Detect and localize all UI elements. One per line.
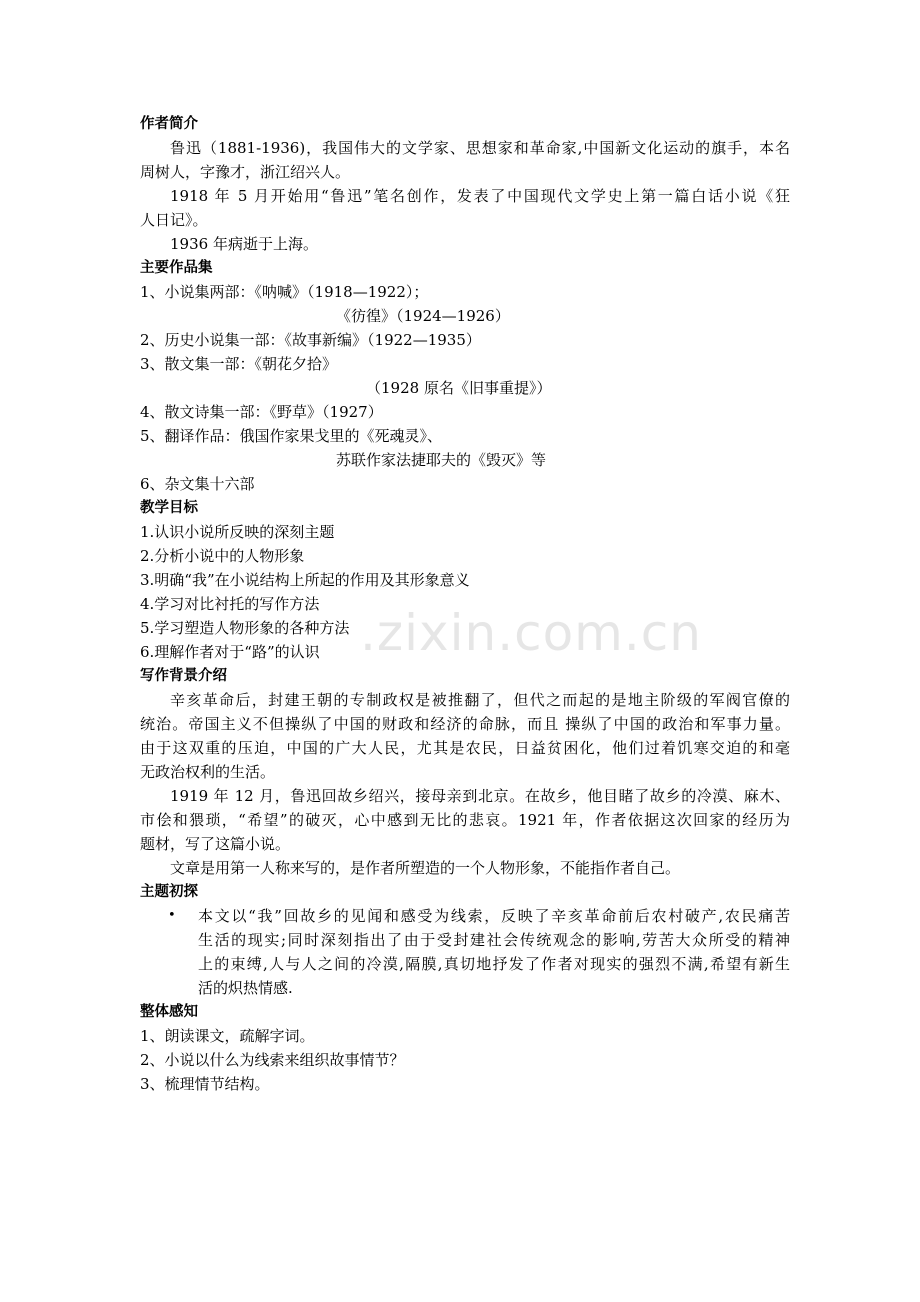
overall-q2: 2、小说以什么为线索来组织故事情节？ [140, 1051, 405, 1069]
document-page [140, 112, 790, 1096]
heading-overall: 整体感知 [140, 1004, 198, 1020]
background-p1-line1: 辛亥革命后，封建王朝的专制政权是被推翻了，但代之而起的是地主阶级的军阀官僚的 [170, 691, 790, 709]
author-p1-line2: 周树人，字豫才，浙江绍兴人。 [140, 163, 351, 181]
goal-6: 6.理解作者对于“路”的认识 [140, 643, 320, 661]
overall-q3: 3、梳理情节结构。 [140, 1075, 270, 1093]
author-p2-line1: 1918 年 5 月开始用“鲁迅”笔名创作，发表了中国现代文学史上第一篇白话小说《狂 [170, 187, 790, 205]
watermark: .zixin.com.cn [360, 604, 702, 662]
author-p3: 1936 年病逝于上海。 [170, 235, 318, 253]
theme-line-2: 生活的现实;同时深刻指出了由于受封建社会传统观念的影响,劳苦大众所受的精神 [198, 931, 790, 949]
works-item-1: 1、小说集两部：《呐喊》（1918—1922）； [140, 283, 429, 301]
works-item-6: 6、杂文集十六部 [140, 475, 255, 493]
goal-5: 5.学习塑造人物形象的各种方法 [140, 619, 350, 637]
works-item-3-cont: （1928 原名《旧事重提》） [366, 379, 552, 397]
heading-goals: 教学目标 [140, 500, 198, 516]
heading-author: 作者简介 [140, 116, 198, 132]
background-p1-line3: 由于这双重的压迫，中国的广大人民，尤其是农民，日益贫困化，他们过着饥寒交迫的和毫 [140, 739, 790, 757]
works-item-3: 3、散文集一部：《朝花夕拾》 [140, 355, 338, 373]
bullet-icon: • [168, 908, 176, 923]
heading-works: 主要作品集 [140, 260, 213, 276]
heading-theme: 主题初探 [140, 884, 198, 900]
goal-1: 1.认识小说所反映的深刻主题 [140, 523, 335, 541]
theme-line-4: 活的炽热情感. [198, 979, 293, 997]
background-p2-line1: 1919 年 12 月，鲁迅回故乡绍兴，接母亲到北京。在故乡，他目睹了故乡的冷漠、麻木、 [170, 787, 790, 805]
works-item-1-cont: 《彷徨》（1924—1926） [336, 307, 510, 325]
goal-4: 4.学习对比衬托的写作方法 [140, 595, 320, 613]
author-p2-line2: 人日记》。 [140, 211, 208, 229]
works-item-5-cont: 苏联作家法捷耶夫的《毁灭》等 [336, 451, 547, 469]
works-item-5: 5、翻译作品：俄国作家果戈里的《死魂灵》、 [140, 427, 443, 445]
background-p3: 文章是用第一人称来写的，是作者所塑造的一个人物形象，不能指作者自己。 [170, 859, 681, 877]
overall-q1: 1、朗读课文，疏解字词。 [140, 1027, 315, 1045]
theme-line-1: 本文以“我”回故乡的见闻和感受为线索，反映了辛亥革命前后农村破产,农民痛苦 [198, 907, 790, 925]
background-p2-line3: 题材，写了这篇小说。 [140, 835, 291, 853]
works-item-4: 4、散文诗集一部：《野草》（1927） [140, 403, 383, 421]
background-p1-line4: 无政治权利的生活。 [140, 763, 276, 781]
heading-background: 写作背景介绍 [140, 668, 227, 684]
background-p2-line2: 市侩和猥琐，“希望”的破灭，心中感到无比的悲哀。1921 年，作者依据这次回家的经历为 [140, 811, 790, 829]
background-p1-line2: 统治。帝国主义不但操纵了中国的财政和经济的命脉，而且 操纵了中国的政治和军事力量。 [140, 715, 790, 733]
goal-3: 3.明确“我”在小说结构上所起的作用及其形象意义 [140, 571, 470, 589]
author-p1-line1: 鲁迅（1881-1936)，我国伟大的文学家、思想家和革命家,中国新文化运动的旗手，本名 [170, 139, 790, 157]
goal-2: 2.分析小说中的人物形象 [140, 547, 305, 565]
theme-bullet-item [140, 904, 790, 1000]
works-item-2: 2、历史小说集一部：《故事新编》（1922—1935） [140, 331, 481, 349]
theme-line-3: 上的束缚,人与人之间的冷漠,隔膜,真切地抒发了作者对现实的强烈不满,希望有新生 [198, 955, 790, 973]
